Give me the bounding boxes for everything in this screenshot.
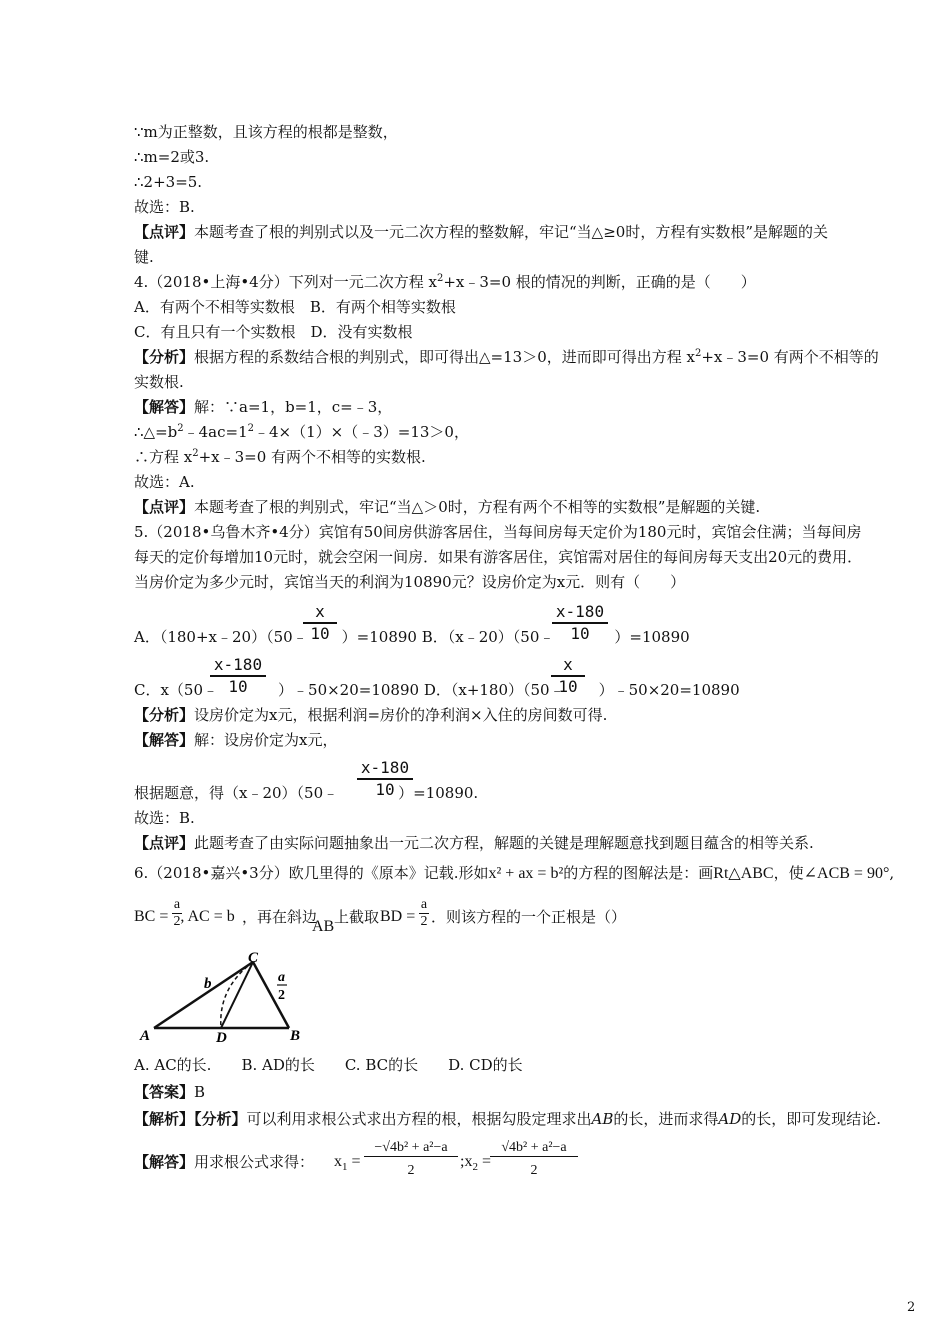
text-line: [134, 447, 426, 467]
numerator: x-180: [552, 602, 608, 624]
text: 上截取: [334, 908, 380, 926]
fraction-x180-over-10: [552, 602, 608, 644]
question-4-options-ab: A．有两个不相等实数根 B．有两个相等实数根: [134, 298, 456, 316]
text: ）=10890 B．（x﹣20）（50﹣: [341, 628, 555, 646]
tag: 【解析】【分析】: [134, 1110, 247, 1128]
numerator: a: [420, 897, 428, 912]
text-line: [134, 783, 478, 803]
label-d: D: [216, 1030, 227, 1044]
exponent: 2: [177, 423, 184, 434]
text: 解：∵a=1，b=1，c=﹣3，: [194, 398, 393, 416]
text-line: 实数根.: [134, 373, 184, 391]
answer-line: [134, 730, 337, 750]
question-5: 5.（2018•乌鲁木齐•4分）宾馆有50间房供游客居住，当每间房每天定价为180元时，宾馆会住满；当每间房: [134, 523, 862, 541]
text: +x﹣3=0 有两个不相等的: [701, 348, 879, 366]
exponent: 2: [192, 448, 199, 459]
question-6: [134, 863, 894, 884]
text: +x﹣3=0 根的情况的判断，正确的是（ ）: [443, 273, 756, 291]
text: A．（180+x﹣20）（50﹣: [134, 628, 308, 646]
label-side-two: 2: [278, 988, 285, 1003]
label-b: B: [290, 1028, 301, 1044]
text: ）=10890.: [398, 784, 479, 802]
label-a: A: [140, 1028, 151, 1044]
root-x1: [334, 1152, 361, 1172]
denominator: 2: [407, 1163, 415, 1178]
denominator: 2: [530, 1163, 538, 1178]
text-line: 故选：B.: [134, 809, 195, 827]
text: 解：设房价定为x元，: [194, 731, 338, 749]
segment-label: AD: [718, 1110, 742, 1128]
text: ,: [889, 864, 895, 882]
text: 的方程的图解法是：画: [563, 864, 714, 882]
text: ，使: [773, 864, 804, 882]
text-line: 故选：B.: [134, 198, 195, 216]
comment-line: [134, 222, 828, 242]
text: ﹣4ac=1: [183, 423, 248, 441]
answer-key-line: [134, 1082, 205, 1102]
text: ，再在斜边: [242, 908, 318, 926]
text: , AC = b: [180, 908, 235, 925]
text: C．x（50﹣: [134, 681, 219, 699]
denominator: 10: [228, 677, 248, 696]
page-number: 2: [907, 1300, 916, 1315]
tag: 【解答】: [134, 731, 195, 749]
fraction-x180-over-10: [210, 655, 266, 697]
comment-line: [134, 497, 760, 517]
text: =: [347, 1153, 361, 1170]
label-side-a: a: [278, 970, 285, 985]
denominator: 2: [420, 914, 428, 929]
numerator: √4b² + a²−a: [490, 1140, 578, 1157]
root-x2: [460, 1152, 491, 1172]
numerator: x-180: [210, 655, 266, 677]
question-5: 当房价定为多少元时，宾馆当天的利润为10890元？设房价定为x元．则有（ ）: [134, 573, 686, 591]
numerator: −√4b² + a²−a: [364, 1140, 458, 1157]
answer-line: [134, 397, 392, 417]
triangle-label: Rt△ABC: [713, 865, 774, 882]
text: =: [477, 1153, 491, 1170]
tag: 【点评】: [134, 834, 195, 852]
question-6-options: A. AC的长. B. AD的长 C. BC的长 D. CD的长: [134, 1056, 523, 1074]
text: ∴方程 x: [134, 448, 193, 466]
tag: 【点评】: [134, 223, 195, 241]
numerator: a: [173, 897, 181, 912]
text: 6.（2018•嘉兴•3分）欧几里得的《原本》记载.形如: [134, 864, 489, 882]
text: 的长，即可发现结论.: [741, 1110, 882, 1128]
text-line: ∵m为正整数，且该方程的根都是整数，: [134, 123, 398, 141]
text: 4.（2018•上海•4分）下列对一元二次方程 x: [134, 273, 437, 291]
var: ;x: [460, 1153, 473, 1170]
label-side-b: b: [204, 976, 212, 992]
fraction-x180-over-10: [357, 758, 413, 800]
analysis-line: [134, 705, 607, 725]
text-line: 键.: [134, 248, 154, 266]
text-line: ∴2+3=5.: [134, 173, 203, 191]
exponent: 2: [436, 273, 444, 284]
text: +x﹣3=0 有两个不相等的实数根.: [198, 448, 426, 466]
text: 根据题意，得（x﹣20）（50﹣: [134, 784, 339, 802]
denominator: 10: [310, 624, 330, 643]
denominator: 10: [375, 780, 395, 799]
text-line: [134, 422, 469, 442]
numerator: x: [303, 602, 337, 624]
triangle-figure: [138, 948, 308, 1044]
denominator: 10: [570, 624, 590, 643]
equation: x² + ax = b²: [488, 865, 564, 882]
numerator: x-180: [357, 758, 413, 780]
text: 用求根公式求得：: [194, 1153, 315, 1171]
text: ∴△=b: [134, 423, 178, 441]
question-4: [134, 272, 756, 292]
text: 本题考查了根的判别式，牢记“当△＞0时，方程有两个不相等的实数根”是解题的关键.: [194, 498, 761, 516]
tag: 【分析】: [134, 348, 195, 366]
text: 此题考查了由实际问题抽象出一元二次方程，解题的关键是理解题意找到题目蕴含的相等关系.: [194, 834, 814, 852]
var: x: [334, 1153, 342, 1170]
fraction-x-over-10: [303, 602, 337, 644]
comment-line: [134, 833, 814, 853]
text: BC =: [134, 908, 169, 925]
side-ac: [154, 962, 253, 1028]
fraction-a-over-2: [419, 897, 429, 930]
text: 本题考查了根的判别式以及一元二次方程的整数解，牢记“当△≥0时，方程有实数根”是解题的关: [194, 223, 829, 241]
denominator: 10: [558, 677, 578, 696]
text-line: ∴m=2或3.: [134, 148, 210, 166]
text: 的长，进而求得: [613, 1110, 719, 1128]
root-x2-fraction: [490, 1140, 578, 1185]
tag: 【解答】: [134, 1153, 195, 1171]
question-4-options-cd: C．有且只有一个实数根 D．没有实数根: [134, 323, 413, 341]
text: 可以利用求根公式求出方程的根，根据勾股定理求出: [246, 1110, 592, 1128]
text: ）=10890: [614, 628, 690, 646]
analysis-line: [134, 347, 879, 367]
tag: 【分析】: [134, 706, 195, 724]
label-c: C: [248, 950, 259, 966]
segment-label: AB: [591, 1110, 614, 1128]
fraction-x-over-10: [551, 655, 585, 697]
text-line: 故选：A.: [134, 473, 195, 491]
segment-label: AB: [312, 918, 335, 935]
explanation-line: [134, 1109, 881, 1129]
tag: 【答案】: [134, 1083, 195, 1101]
text: ）﹣50×20=10890: [598, 681, 740, 699]
root-x1-fraction: [364, 1140, 458, 1185]
text: BD =: [380, 908, 416, 925]
question-6-cont: [134, 907, 235, 927]
text: B: [194, 1083, 206, 1101]
text: ）﹣50×20=10890 D．（x+180）（50﹣: [278, 681, 565, 699]
exponent: 2: [247, 423, 254, 434]
question-5: 每天的定价每增加10元时，就会空闲一间房．如果有游客居住，宾馆需对居住的每间房每天支出20元的费用．: [134, 548, 863, 566]
exponent: 2: [694, 348, 702, 359]
answer-line: [134, 1152, 314, 1172]
text: ﹣4×（1）×（﹣3）=13＞0，: [254, 423, 469, 441]
denominator: 2: [173, 914, 181, 929]
tag: 【点评】: [134, 498, 195, 516]
subscript: 1: [342, 1161, 348, 1173]
numerator: x: [551, 655, 585, 677]
angle-label: ∠ACB = 90°: [803, 865, 890, 882]
fraction-a-over-2: [172, 897, 182, 930]
subscript: 2: [472, 1161, 478, 1173]
text: ．则该方程的一个正根是（）: [431, 908, 627, 926]
tag: 【解答】: [134, 398, 195, 416]
text: 根据方程的系数结合根的判别式，即可得出△=13＞0，进而即可得出方程 x: [194, 348, 695, 366]
text: 设房价定为x元，根据利润=房价的净利润×入住的房间数可得.: [194, 706, 608, 724]
